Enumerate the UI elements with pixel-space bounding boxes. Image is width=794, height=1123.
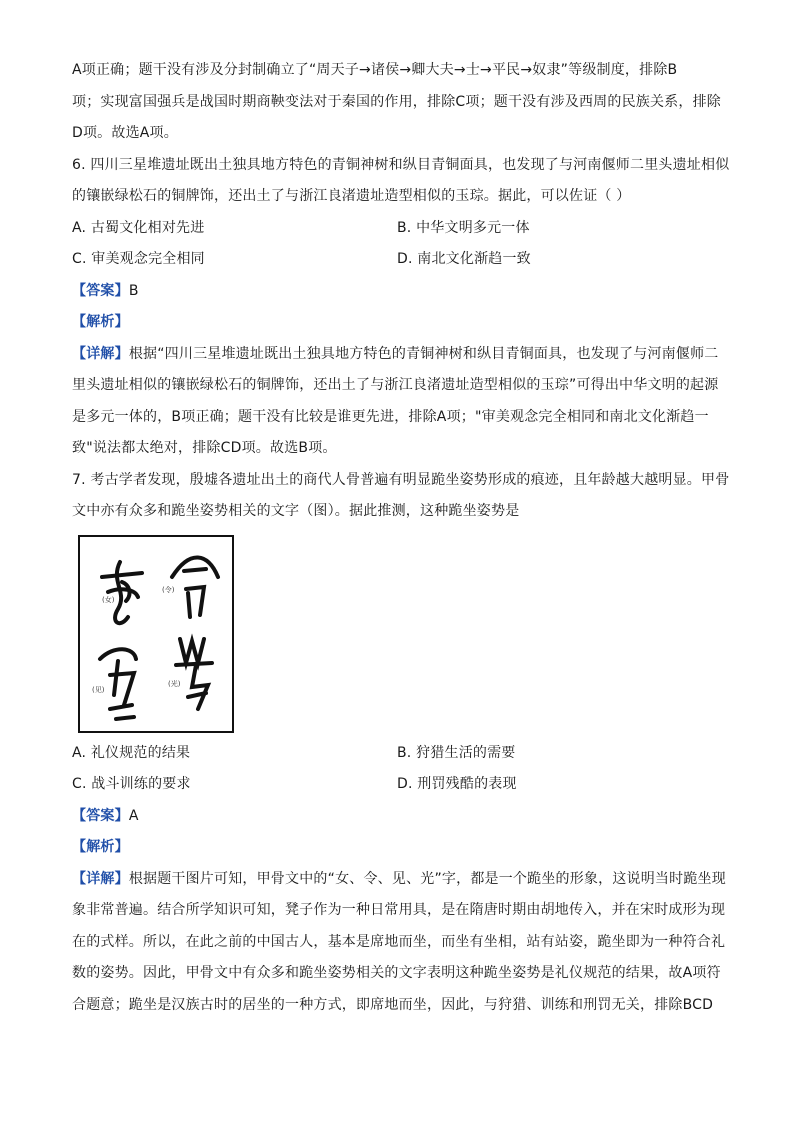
analysis-line [72, 839, 722, 855]
analysis-line [72, 314, 722, 330]
option-a: A. 古蜀文化相对先进 [72, 219, 205, 236]
analysis-tag: 【解析】 [72, 839, 129, 855]
detail-text: 根据题干图片可知，甲骨文中的“女、令、见、光”字，都是一个跪坐的形象，这说明当时跪坐现 [128, 870, 726, 887]
question-6-stem: 的镶嵌绿松石的铜牌饰，还出土了与浙江良渚遗址造型相似的玉琮。据此，可以佐证（ ） [72, 188, 631, 204]
text-line: 里头遗址相似的镶嵌绿松石的铜牌饰，还出土了与浙江良渚遗址造型相似的玉琮”可得出中华文明的起源 [72, 377, 719, 393]
detail-line [72, 346, 722, 362]
text-line: 象非常普遍。结合所学知识可知，凳子作为一种日常用具，是在隋唐时期由胡地传入，并在宋时成形为现 [72, 902, 726, 918]
text-line: 合题意；跪坐是汉族古时的居坐的一种方式，即席地而坐，因此，与狩猎、训练和刑罚无关，排除BCD [72, 996, 714, 1013]
options-row [72, 776, 722, 792]
options-row [72, 251, 722, 267]
answer-line [72, 283, 722, 299]
detail-text: 根据“四川三星堆遗址既出土独具地方特色的青铜神树和纵目青铜面具，也发现了与河南偃师二 [128, 345, 719, 362]
oracle-bone-figure [78, 535, 234, 733]
caption-ling: (令) [162, 585, 175, 594]
detail-line [72, 870, 726, 887]
answer-tag: 【答案】 [72, 807, 129, 824]
detail-tag: 【详解】 [72, 345, 129, 362]
question-7-stem: 7. 考古学者发现，殷墟各遗址出土的商代人骨普遍有明显跪坐姿势形成的痕迹，且年龄越大越明显。甲骨 [72, 471, 730, 488]
option-d: D. 刑罚残酷的表现 [397, 776, 517, 792]
answer-value: B [128, 282, 139, 299]
option-c: C. 审美观念完全相同 [72, 251, 205, 267]
answer-value: A [128, 807, 139, 824]
analysis-tag: 【解析】 [72, 314, 129, 330]
text-line: 致"说法都太绝对，排除CD项。故选B项。 [72, 440, 337, 456]
options-row [72, 220, 722, 236]
option-b: B. 中华文明多元一体 [397, 219, 530, 236]
text-line: 是多元一体的，B项正确；题干没有比较是谁更先进，排除A项；"审美观念完全相同和南北文化渐趋一 [72, 408, 709, 425]
text-line: 项；实现富国强兵是战国时期商鞅变法对于秦国的作用，排除C项；题干没有涉及西周的民族关系，排除 [72, 93, 721, 110]
options-row [72, 745, 722, 761]
option-b: B. 狩猎生活的需要 [397, 744, 516, 761]
text-line: A项正确；题干没有涉及分封制确立了“周天子→诸侯→卿大夫→士→平民→奴隶”等级制度，排除B [72, 62, 678, 78]
document-page [72, 62, 730, 1028]
option-a: A. 礼仪规范的结果 [72, 744, 191, 761]
text-line: 在的式样。所以，在此之前的中国古人，基本是席地而坐，而坐有坐相，站有站姿，跪坐即为一种符合礼 [72, 933, 726, 950]
text-line: D项。故选A项。 [72, 125, 178, 141]
question-7-stem: 文中亦有众多和跪坐姿势相关的文字（图）。据此推测，这种跪坐姿势是 [72, 503, 520, 519]
answer-tag: 【答案】 [72, 282, 129, 299]
caption-nv: (女) [102, 595, 115, 604]
caption-jian: (见) [92, 685, 105, 694]
detail-tag: 【详解】 [72, 870, 129, 887]
option-c: C. 战斗训练的要求 [72, 776, 191, 792]
text-line: 数的姿势。因此，甲骨文中有众多和跪坐姿势相关的文字表明这种跪坐姿势是礼仪规范的结果，故A项符 [72, 965, 721, 981]
caption-guang: (光) [168, 679, 181, 688]
answer-line [72, 808, 722, 824]
question-6-stem: 6. 四川三星堆遗址既出土独具地方特色的青铜神树和纵目青铜面具，也发现了与河南偃师二里头遗址相似 [72, 156, 730, 173]
oracle-bone-glyphs [80, 537, 232, 731]
option-d: D. 南北文化渐趋一致 [397, 251, 531, 267]
